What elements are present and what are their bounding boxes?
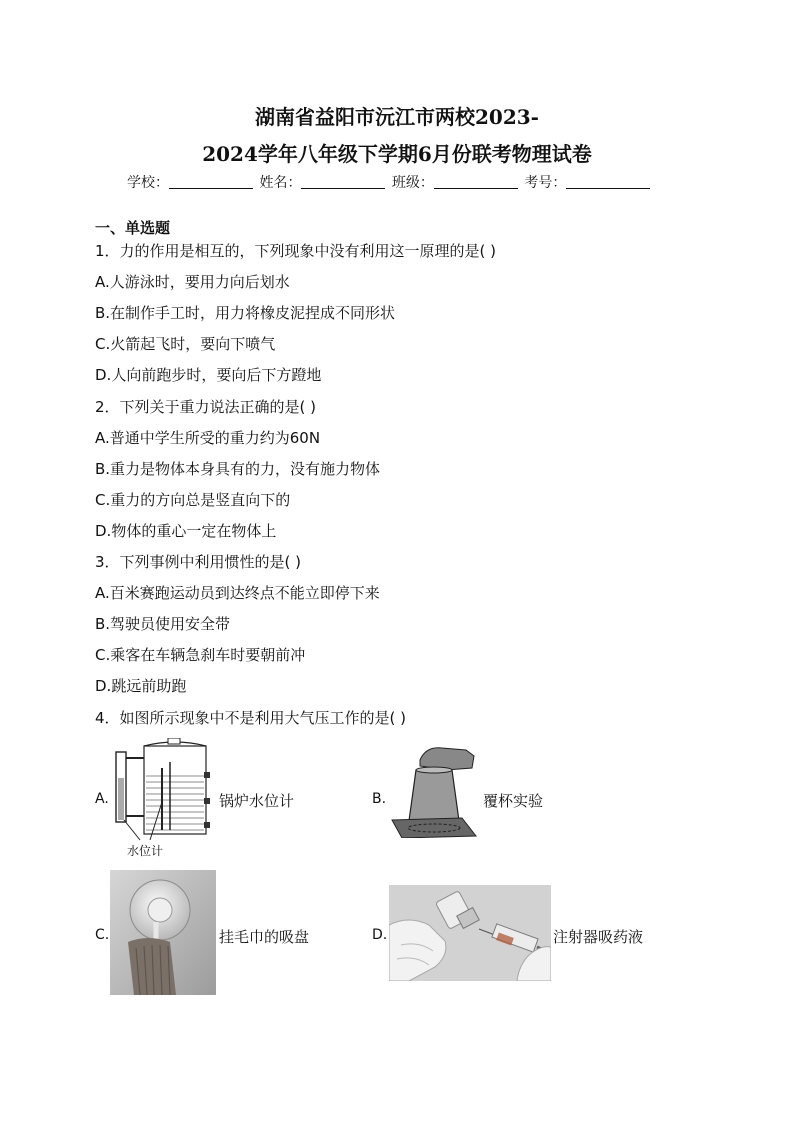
school-label: 学校： xyxy=(127,175,169,191)
exam-number-label: 考号： xyxy=(524,175,567,191)
question-4-option-a-caption: 锅炉水位计 xyxy=(219,792,295,810)
question-2-option-b: B.重力是物体本身具有的力，没有施力物体 xyxy=(95,460,381,478)
class-label: 班级： xyxy=(391,175,434,191)
question-4-stem: 4．如图所示现象中不是利用大气压工作的是( ) xyxy=(95,709,407,727)
exam-number-blank[interactable] xyxy=(566,174,650,189)
syringe-vial-photo xyxy=(389,885,551,981)
student-info-row xyxy=(127,172,652,192)
question-2-option-a: A.普通中学生所受的重力约为60N xyxy=(95,429,321,447)
inverted-cup-figure xyxy=(390,742,478,838)
question-1-option-a: A.人游泳时，要用力向后划水 xyxy=(95,273,290,291)
question-4-option-c-letter: C. xyxy=(95,927,110,943)
question-4-option-c-caption: 挂毛巾的吸盘 xyxy=(219,928,310,946)
question-4-option-b-letter: B. xyxy=(372,791,387,807)
suction-cup-towel-photo xyxy=(110,870,216,995)
question-1-option-d: D.人向前跑步时，要向后下方蹬地 xyxy=(95,366,322,384)
question-3-option-b: B.驾驶员使用安全带 xyxy=(95,615,231,633)
question-4-option-b-caption: 覆杯实验 xyxy=(483,792,544,810)
class-blank[interactable] xyxy=(434,174,518,189)
question-3-option-a: A.百米赛跑运动员到达终点不能立即停下来 xyxy=(95,584,380,602)
page-title-line2: 2024学年八年级下学期6月份联考物理试卷 xyxy=(202,142,592,166)
question-2-option-d: D.物体的重心一定在物体上 xyxy=(95,522,277,540)
question-2-stem: 2．下列关于重力说法正确的是( ) xyxy=(95,398,317,416)
school-blank[interactable] xyxy=(169,174,253,189)
question-1-stem: 1．力的作用是相互的，下列现象中没有利用这一原理的是( ) xyxy=(95,242,497,260)
name-label: 姓名： xyxy=(259,175,302,191)
question-3-option-c: C.乘客在车辆急刹车时要朝前冲 xyxy=(95,646,306,664)
water-gauge-label: 水位计 xyxy=(127,844,164,858)
page-title-line1: 湖南省益阳市沅江市两校2023- xyxy=(255,105,539,129)
question-3-stem: 3．下列事例中利用惯性的是( ) xyxy=(95,553,302,571)
question-4-option-d-letter: D. xyxy=(372,927,388,943)
question-1-option-b: B.在制作手工时，用力将橡皮泥捏成不同形状 xyxy=(95,304,396,322)
section-title: 一、单选题 xyxy=(95,219,171,237)
question-3-option-d: D.跳远前助跑 xyxy=(95,677,187,695)
question-4-option-d-caption: 注射器吸药液 xyxy=(553,928,644,946)
name-blank[interactable] xyxy=(301,174,385,189)
question-4-option-a-letter: A. xyxy=(95,791,109,807)
question-1-option-c: C.火箭起飞时，要向下喷气 xyxy=(95,335,276,353)
question-2-option-c: C.重力的方向总是竖直向下的 xyxy=(95,491,291,509)
